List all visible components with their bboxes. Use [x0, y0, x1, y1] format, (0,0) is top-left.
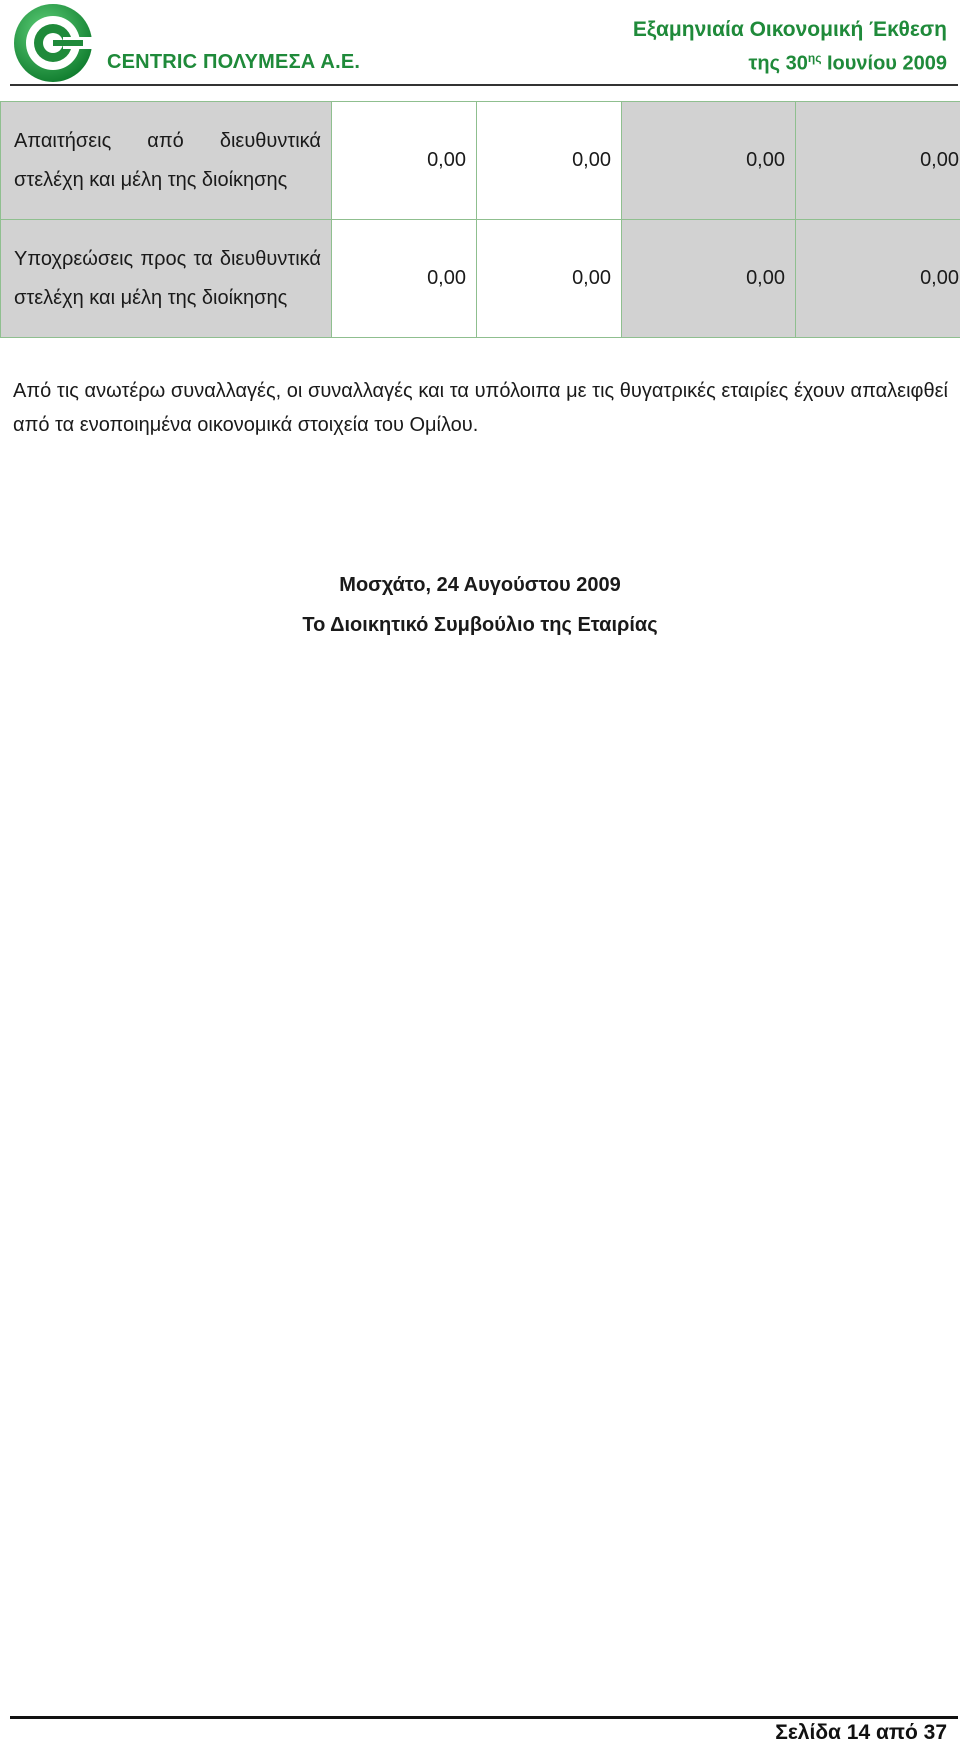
- signature-place-date: Μοσχάτο, 24 Αυγούστου 2009: [339, 574, 621, 596]
- report-date-sup: ης: [807, 51, 822, 65]
- table-cell: 0,00: [332, 220, 477, 338]
- company-name: CENTRIC ΠΟΛΥΜΕΣΑ Α.Ε.: [107, 51, 361, 73]
- table-cell: 0,00: [622, 220, 796, 338]
- table-row: [1, 220, 960, 338]
- row-label: Υποχρεώσεις προς τα διευθυντικά στελέχη και μέλη της διοίκησης: [1, 220, 332, 338]
- table-cell: 0,00: [332, 102, 477, 220]
- report-date-suffix: Ιουνίου 2009: [821, 52, 947, 75]
- report-date-prefix: της 30: [748, 52, 808, 75]
- report-title: Εξαμηνιαία Οικονομική Έκθεση: [632, 18, 947, 41]
- report-date: [749, 51, 948, 76]
- table-row: [1, 102, 960, 220]
- body-paragraph: Από τις ανωτέρω συναλλαγές, οι συναλλαγές και τα υπόλοιπα με τις θυγατρικές εταιρίες έχουν απαλειφθεί από τα ενοποιημένα οικονομικά στοιχεία του Ομίλου.: [13, 380, 948, 436]
- page-header: [0, 0, 960, 88]
- table-cell: 0,00: [796, 220, 960, 338]
- header-divider: [10, 84, 958, 86]
- table-cell: 0,00: [796, 102, 960, 220]
- footer-divider: [10, 1716, 958, 1719]
- page-number: Σελίδα 14 από 37: [775, 1721, 947, 1744]
- centric-logo-icon: [13, 3, 93, 83]
- row-label: Απαιτήσεις από διευθυντικά στελέχη και μέλη της διοίκησης: [1, 102, 332, 220]
- table-cell: 0,00: [622, 102, 796, 220]
- table-cell: 0,00: [477, 220, 622, 338]
- signature-board: Το Διοικητικό Συμβούλιο της Εταιρίας: [302, 614, 658, 636]
- table-cell: 0,00: [477, 102, 622, 220]
- related-party-table: [0, 101, 960, 338]
